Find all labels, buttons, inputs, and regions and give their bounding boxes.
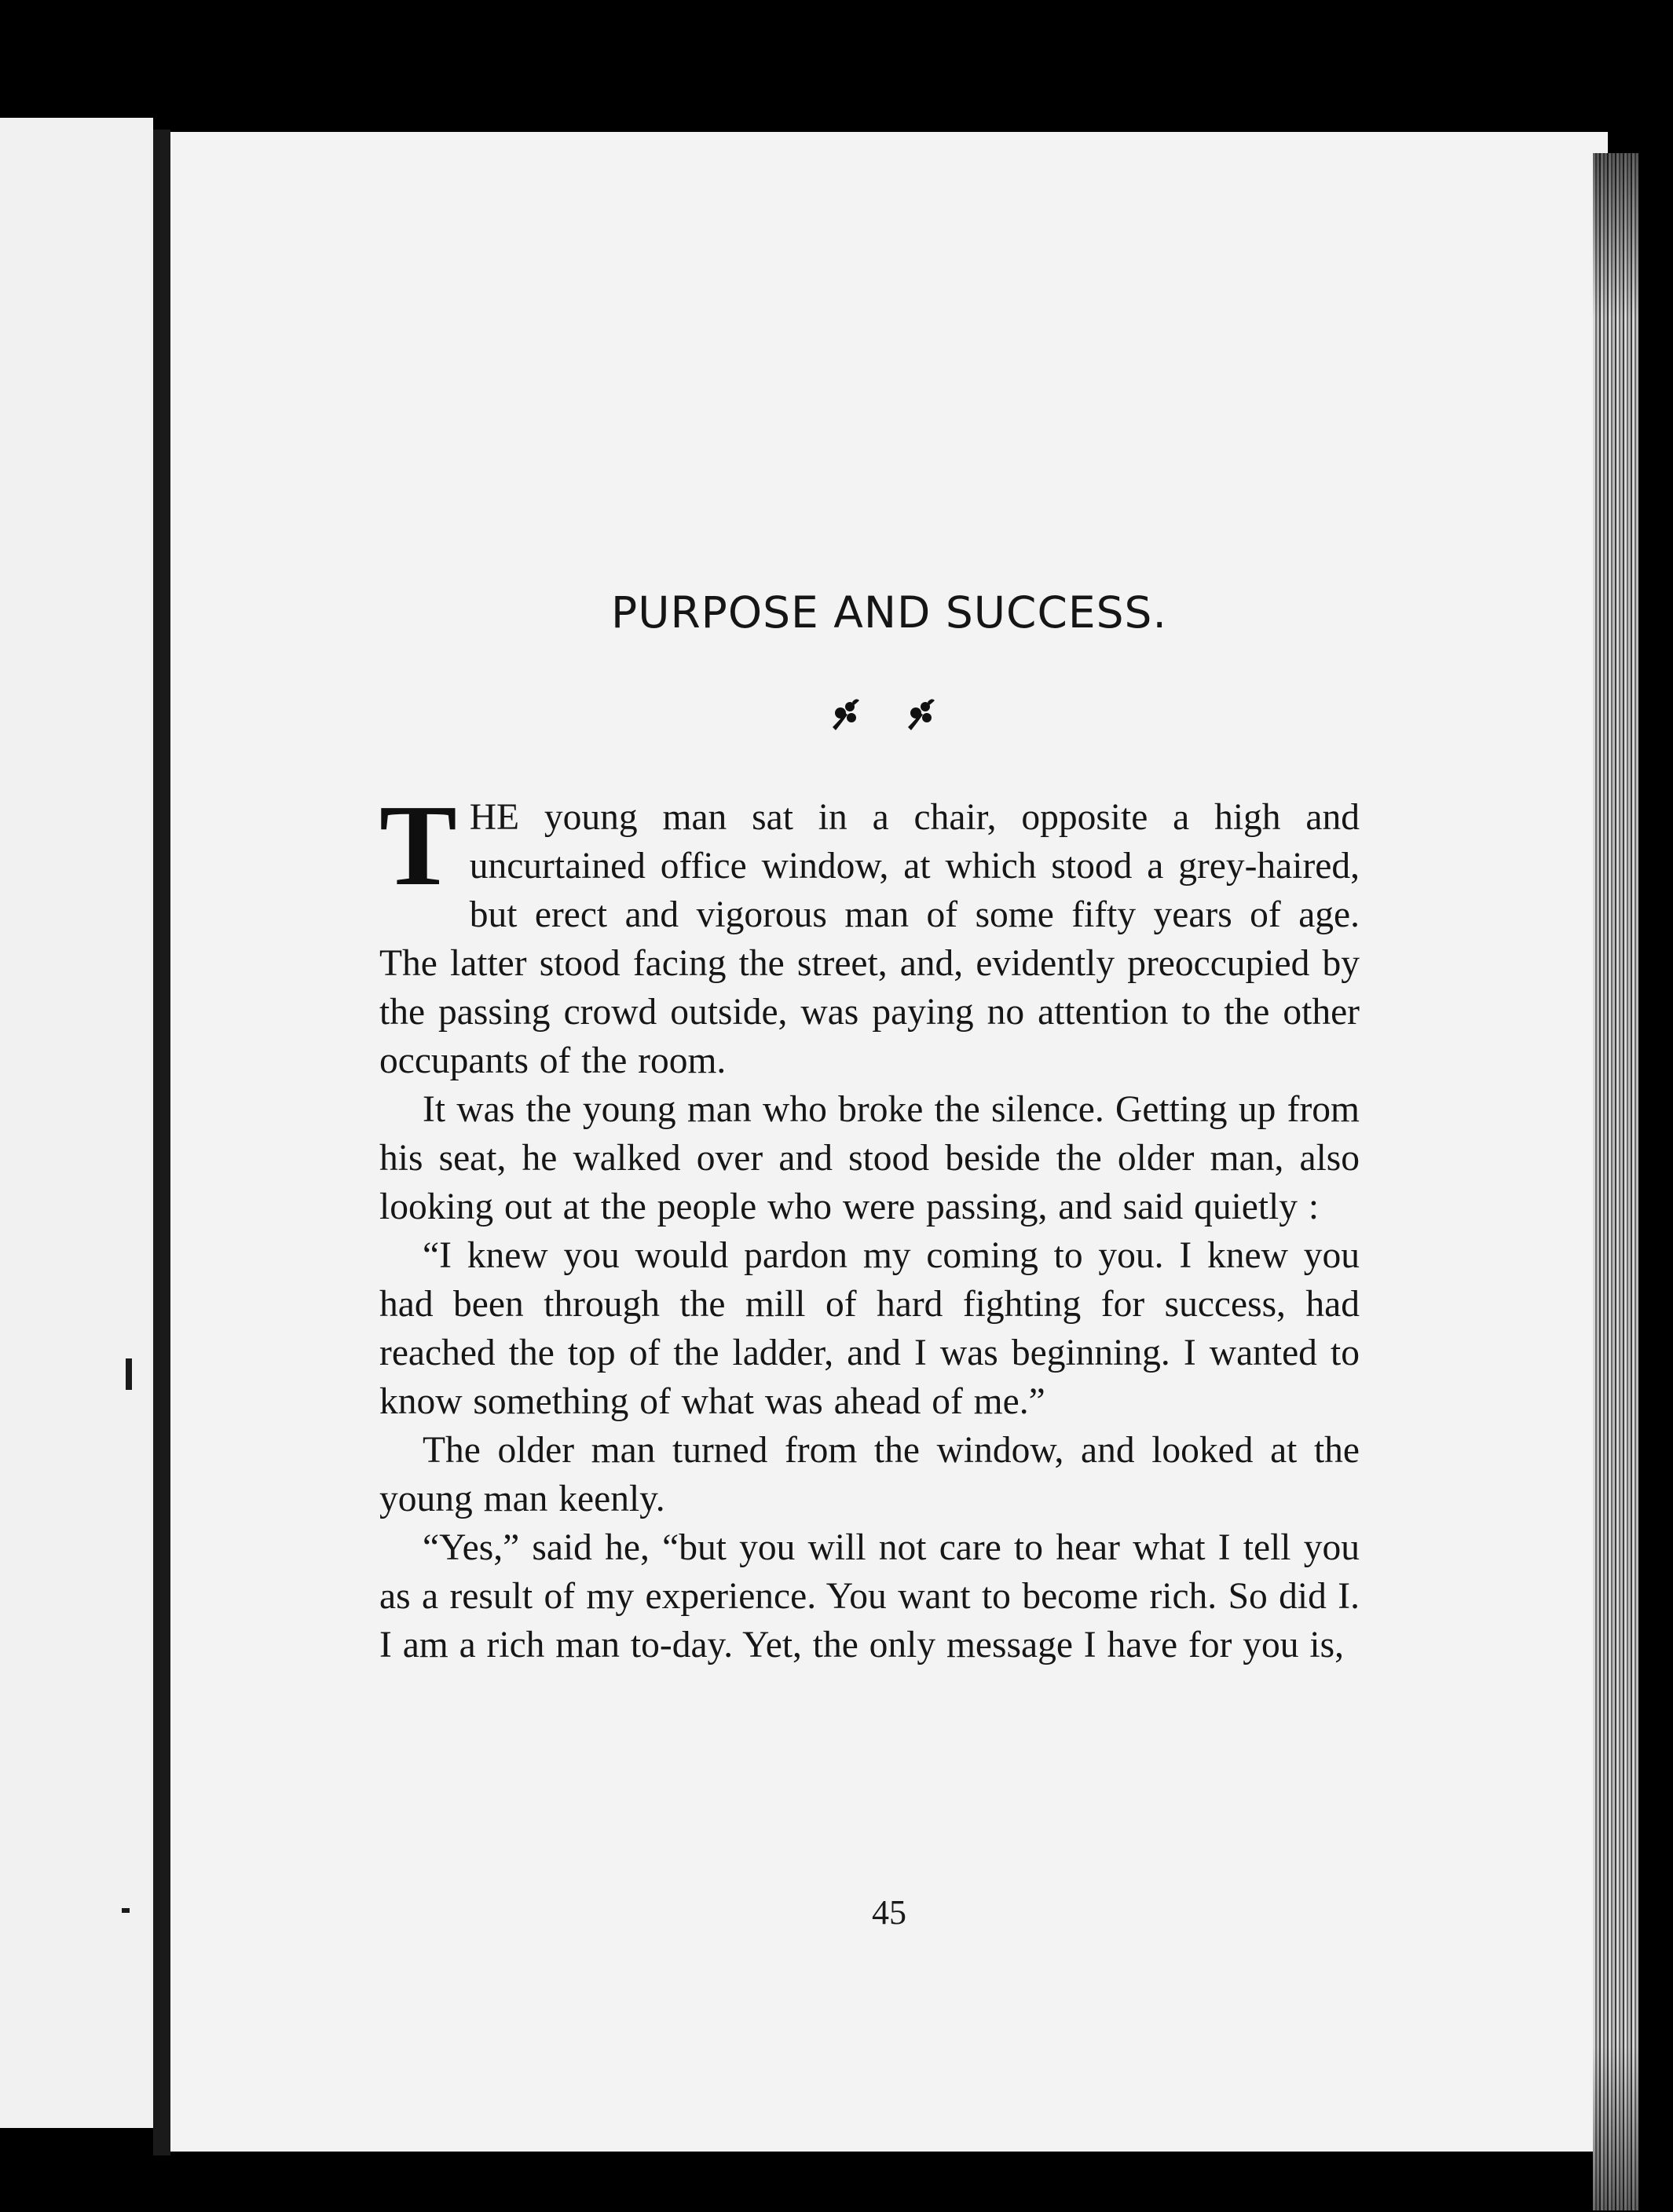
- paragraph: “Yes,” said he, “but you will not care to hear what I tell you as a result of my experience. You want to become rich. So did I. I am a rich man to-day. Yet, the only message I have for you is,: [379, 1527, 1360, 1665]
- fleuron-ornaments: [809, 691, 966, 738]
- drop-cap: T: [379, 781, 457, 910]
- paragraph: “I knew you would pardon my coming to you. I knew you had been through the mill of hard fighting for success, had reached the top of the ladder, and I was beginning. I wanted to know something of what was ahead of me.”: [379, 1235, 1360, 1422]
- scan-mark: [122, 1908, 130, 1913]
- chapter-title: PURPOSE AND SUCCESS.: [611, 587, 1167, 638]
- fleuron-icon: [833, 699, 859, 730]
- page-number: 45: [872, 1893, 906, 1932]
- left-page-edge: [0, 118, 153, 2128]
- chapter-body: [379, 781, 1360, 1669]
- paragraph: [379, 781, 1360, 1085]
- paragraph-text: HE young man sat in a chair, opposite a high and uncurtained office window, at which stood a grey-haired, but erect and vigorous man of some fifty years of age. The latter stood facing the street, and, evidently preoccupied by the passing crowd outside, was paying no attention to the other occupants of the room.: [379, 797, 1360, 1081]
- fleuron-icon: [908, 699, 935, 730]
- book-gutter: [153, 130, 170, 2155]
- scan-mark: [126, 1358, 132, 1390]
- paragraph: The older man turned from the window, and looked at the young man keenly.: [379, 1430, 1360, 1519]
- paragraph: It was the young man who broke the silence. Getting up from his seat, he walked over and stood beside the older man, also looking out at the people who were passing, and said quietly :: [379, 1089, 1360, 1227]
